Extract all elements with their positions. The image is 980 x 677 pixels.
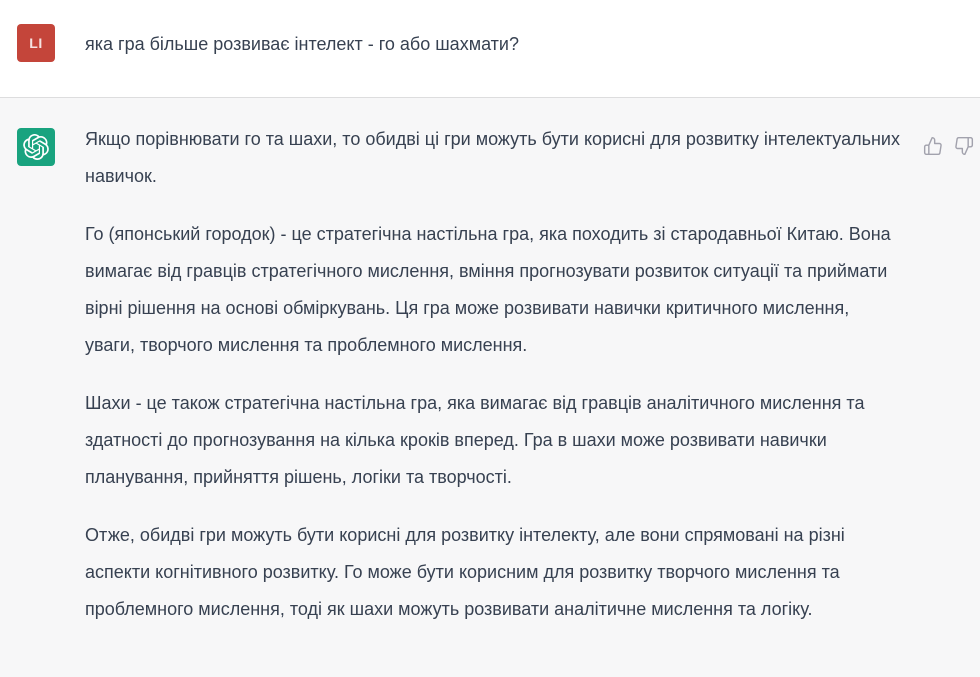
thumbs-down-icon (954, 136, 974, 156)
user-message-text: яка гра більше розвиває інтелект - го або шахмати? (85, 34, 519, 54)
assistant-avatar (17, 128, 55, 166)
thumbs-up-button[interactable] (923, 136, 943, 156)
thumbs-up-icon (923, 136, 943, 156)
user-avatar (17, 24, 55, 62)
assistant-paragraph-1: Якщо порівнювати го та шахи, то обидві ці гри можуть бути корисні для розвитку інтелектуальних навичок. (85, 129, 900, 186)
assistant-paragraph-3: Шахи - це також стратегічна настільна гра, яка вимагає від гравців аналітичного мислення та здатності до прогнозування на кілька кроків вперед. Гра в шахи може розвивати навички планування, прийняття рішень, логіки та творчості. (85, 393, 865, 487)
assistant-paragraph-4: Отже, обидві гри можуть бути корисні для розвитку інтелекту, але вони спрямовані на різні аспекти когнітивного розвитку. Го може бути корисним для розвитку творчого мислення та проблемного мислення, тоді як шахи можуть розвивати аналітичне мислення та логіку. (85, 525, 845, 619)
user-message-row (0, 0, 980, 97)
assistant-message-row (0, 97, 980, 677)
user-avatar-initials: LI (29, 35, 43, 51)
assistant-message-text (85, 121, 903, 628)
assistant-paragraph-2: Го (японський городок) - це стратегічна настільна гра, яка походить зі стародавньої Китаю. Вона вимагає від гравців стратегічного мислення, вміння прогнозувати розвиток ситуації та приймати вірні рішення на основі обміркувань. Ця гра може розвивати навички критичного мислення, уваги, творчого мислення та проблемного мислення. (85, 224, 891, 355)
openai-logo-icon (23, 134, 49, 160)
feedback-buttons (923, 136, 974, 156)
thumbs-down-button[interactable] (954, 136, 974, 156)
